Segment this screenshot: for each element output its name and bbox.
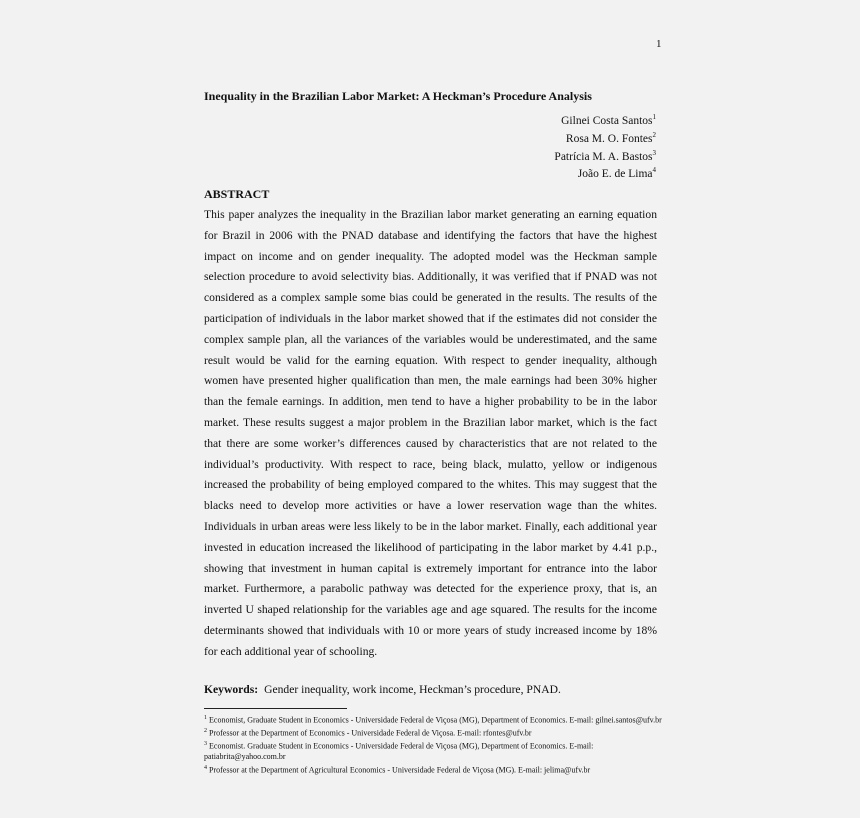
author-name: João E. de Lima (577, 168, 653, 181)
author-footnote-mark: 2 (652, 130, 656, 139)
footnotes (204, 713, 664, 776)
author-name: Rosa M. O. Fontes (565, 132, 653, 145)
keywords-line (204, 683, 561, 696)
author-footnote-mark: 4 (652, 166, 656, 175)
footnote-text: Professor at the Department of Economics - Universidade Federal de Viçosa. E-mail: rfontes@ufv.br (207, 728, 532, 738)
author-name: Gilnei Costa Santos (561, 114, 653, 127)
abstract-body: This paper analyzes the inequality in the Brazilian labor market generating an earning equation for Brazil in 2006 with the PNAD database and identifying the factors that have the highest impact on income and on gender inequality. The adopted model was the Heckman sample selection procedure to avoid selectivity bias. Additionally, it was verified that if PNAD was not considered as a complex sample some bias could be generated in the results. The results of the participation of individuals in the labor market showed that if the estimates did not consider the complex sample plan, all the variances of the variables would be underestimated, and the same result would be valid for the earning equation. With respect to gender inequality, although women have presented higher qualification than men, the male earnings had been 30% higher than the female earnings. In addition, men tend to have a higher probability to be in the labor market. These results suggest a major problem in the Brazilian labor market, which is the fact that there are some worker’s differences caused by characteristics that are not related to the individual’s productivity. With respect to race, being black, mulatto, yellow or indigenous increased the probability of being employed compared to the whites. This may suggest that the blacks need to develop more activities or have a lower reservation wage than the whites. Individuals in urban areas were less likely to be in the labor market. Finally, each additional year invested in education increased the likelihood of participating in the labor market by 4.41 p.p., showing that investment in human capital is extremely important for entrance into the labor market. Furthermore, a parabolic pathway was detected for the experience proxy, that is, an inverted U shaped relationship for the variables age and age squared. The results for the income determinants showed that individuals with 10 or more years of study increased income by 18% for each additional year of schooling. (204, 208, 657, 658)
paper-title: Inequality in the Brazilian Labor Market: A Heckman’s Procedure Analysis (204, 89, 592, 103)
footnote-mark: 2 (204, 728, 207, 735)
footnote (204, 763, 664, 776)
footnote-mark: 1 (204, 715, 207, 721)
author-line (400, 146, 656, 164)
author-list (400, 110, 656, 181)
author-line (400, 128, 656, 146)
page-number: 1 (656, 38, 662, 50)
footnote-text: Professor at the Department of Agricultural Economics - Universidade Federal de Viçosa (MG). E-mail: jelima@ufv.br (207, 765, 591, 775)
footnote-mark: 4 (204, 764, 207, 771)
footnote (204, 739, 664, 763)
author-line (400, 110, 656, 128)
keywords-text: Gender inequality, work income, Heckman’s procedure, PNAD. (264, 683, 561, 696)
author-line (400, 163, 656, 181)
author-footnote-mark: 1 (652, 113, 656, 121)
footnote-mark: 3 (204, 741, 207, 748)
footnote-divider (204, 708, 347, 709)
abstract-heading: ABSTRACT (204, 187, 270, 201)
footnote (204, 713, 664, 726)
footnote-text: Economist, Graduate Student in Economics - Universidade Federal de Viçosa (MG), Department of Economics. E-mail: gilnei.santos@ufv.br (207, 715, 662, 725)
footnote (204, 726, 664, 739)
footnote-text: Economist. Graduate Student in Economics - Universidade Federal de Viçosa (MG), Department of Economics. E-mail: patiabrita@yahoo.com.br (204, 741, 594, 762)
keywords-label: Keywords: (204, 683, 259, 696)
author-footnote-mark: 3 (652, 148, 656, 157)
author-name: Patrícia M. A. Bastos (554, 150, 653, 163)
